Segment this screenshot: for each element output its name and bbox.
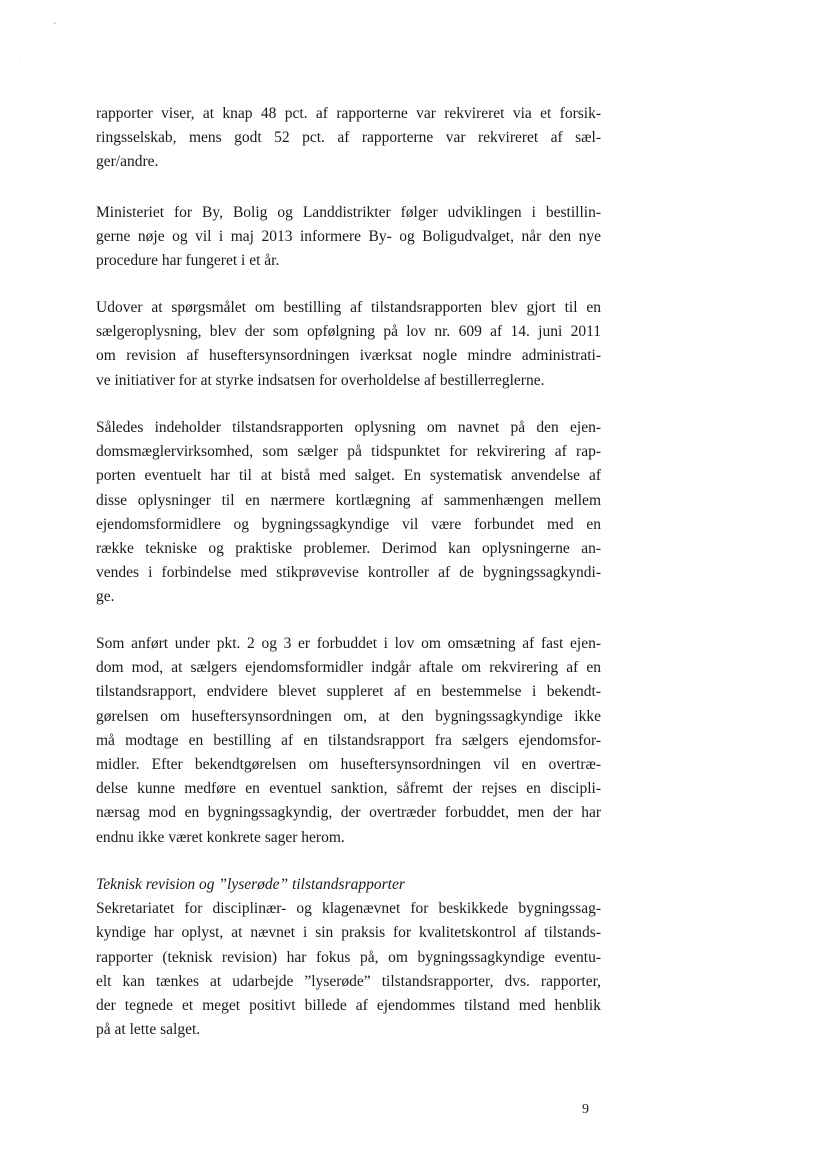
text-line: ejendomsformidlere og bygningssagkyndige vil være forbundet med en	[96, 515, 601, 533]
text-line: gerne nøje og vil i maj 2013 informere By- og Boligudvalget, når den nye	[96, 228, 601, 246]
paragraph-2	[96, 201, 601, 274]
text-line: rapporter (teknisk revision) har fokus på, om bygningssagkyndige eventu-	[96, 948, 601, 966]
scan-speck	[54, 22, 56, 24]
paragraph-5	[96, 632, 601, 850]
section-teknisk-revision	[96, 873, 601, 1042]
text-line: gørelsen om huseftersynsordningen om, at den bygningssagkyndige ikke	[96, 707, 601, 725]
page-number: 9	[582, 1102, 589, 1117]
paragraph-1	[96, 102, 601, 175]
text-line: midler. Efter bekendtgørelsen om huseftersynsordningen vil en overtræ-	[96, 755, 601, 773]
section-heading: Teknisk revision og ”lyserøde” tilstandsrapporter	[96, 876, 405, 893]
text-line: der tegnede et meget positivt billede af ejendommes tilstand med henblik	[96, 996, 601, 1014]
text-line: porten eventuelt har til at bistå med salget. En systematisk anvendelse af	[96, 467, 601, 485]
text-line: Udover at spørgsmålet om bestilling af tilstandsrapporten blev gjort til en	[96, 299, 601, 316]
scan-speck	[20, 60, 21, 61]
text-line: endnu ikke været konkrete sager herom.	[96, 828, 345, 846]
text-line: ge.	[96, 588, 115, 606]
text-line: tilstandsrapport, endvidere blevet suppleret af en bestemmelse i bekendt-	[96, 683, 601, 701]
text-line: Således indeholder tilstandsrapporten oplysning om navnet på den ejen-	[96, 419, 601, 436]
text-line: må modtage en bestilling af en tilstandsrapport fra sælgers ejendomsfor-	[96, 731, 601, 749]
text-line: nærsag mod en bygningssagkyndig, der overtræder forbuddet, men der har	[96, 804, 601, 822]
text-line: ger/andre.	[96, 153, 159, 171]
text-line: Som anført under pkt. 2 og 3 er forbuddet i lov om omsætning af fast ejen-	[96, 635, 601, 652]
text-line: kyndige har oplyst, at nævnet i sin praksis for kvalitetskontrol af tilstands-	[96, 924, 601, 942]
text-line: elt kan tænkes at udarbejde ”lyserøde” tilstandsrapporter, dvs. rapporter,	[96, 972, 601, 990]
paragraph-3	[96, 296, 601, 393]
text-line: rapporter viser, at knap 48 pct. af rapporterne var rekvireret via et forsik-	[96, 105, 601, 122]
text-line: delse kunne medføre en eventuel sanktion, såfremt der rejses en discipli-	[96, 780, 601, 798]
text-line: disse oplysninger til en nærmere kortlægning af sammenhængen mellem	[96, 491, 601, 509]
text-line: Ministeriet for By, Bolig og Landdistrikter følger udviklingen i bestillin-	[96, 204, 601, 221]
text-line: Sekretariatet for disciplinær- og klagenævnet for beskikkede bygningssag-	[96, 900, 601, 918]
text-line: domsmæglervirksomhed, som sælger på tidspunktet for rekvirering af rap-	[96, 443, 601, 461]
text-line: ve initiativer for at styrke indsatsen for overholdelse af bestillerreglerne.	[96, 371, 545, 389]
paragraph-4	[96, 416, 601, 610]
text-line: procedure har fungeret i et år.	[96, 252, 280, 270]
text-line: sælgeroplysning, blev der som opfølgning på lov nr. 609 af 14. juni 2011	[96, 323, 601, 341]
text-line: dom mod, at sælgers ejendomsformidler indgår aftale om rekvirering af en	[96, 659, 601, 677]
text-line: om revision af huseftersynsordningen iværksat nogle mindre administrati-	[96, 347, 601, 365]
text-line: række tekniske og praktiske problemer. Derimod kan oplysningerne an-	[96, 539, 601, 557]
text-line: på at lette salget.	[96, 1021, 201, 1039]
text-line: vendes i forbindelse med stikprøvevise kontroller af de bygningssagkyndi-	[96, 564, 601, 582]
text-line: ringsselskab, mens godt 52 pct. af rapporterne var rekvireret af sæl-	[96, 129, 601, 147]
